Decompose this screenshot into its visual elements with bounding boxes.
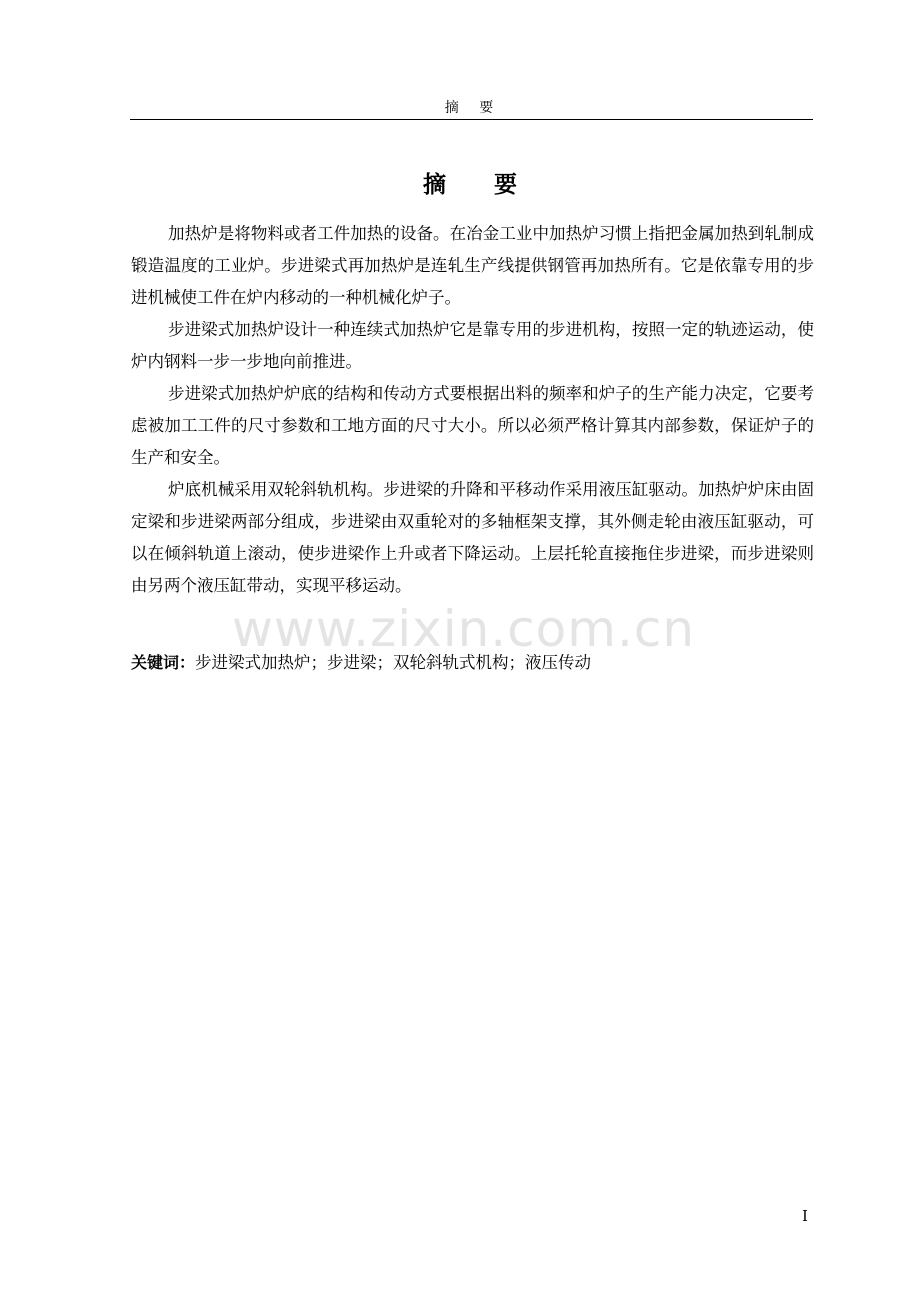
keywords-text: 步进梁式加热炉；步进梁；双轮斜轨式机构；液压传动 bbox=[195, 653, 592, 672]
keywords-label: 关键词： bbox=[131, 653, 196, 672]
watermark: www.zixin.com.cn bbox=[232, 600, 696, 658]
keywords-line bbox=[131, 648, 591, 678]
paragraph: 炉底机械采用双轮斜轨机构。步进梁的升降和平移动作采用液压缸驱动。加热炉炉床由固定梁和步进梁两部分组成，步进梁由双重轮对的多轴框架支撑，其外侧走轮由液压缸驱动，可以在倾斜轨道上滚动，使步进梁作上升或者下降运动。上层托轮直接拖住步进梁，而步进梁则由另两个液压缸带动，实现平移运动。 bbox=[131, 480, 814, 595]
header-rule bbox=[130, 119, 813, 120]
page-number: I bbox=[802, 1207, 808, 1225]
paragraph: 步进梁式加热炉炉底的结构和传动方式要根据出料的频率和炉子的生产能力决定，它要考虑被加工工件的尺寸参数和工地方面的尺寸大小。所以必须严格计算其内部参数，保证炉子的生产和安全。 bbox=[131, 384, 814, 467]
paragraph: 加热炉是将物料或者工件加热的设备。在冶金工业中加热炉习惯上指把金属加热到轧制成锻造温度的工业炉。步进梁式再加热炉是连轧生产线提供钢管再加热所有。它是依靠专用的步进机械使工件在炉内移动的一种机械化炉子。 bbox=[131, 224, 814, 307]
page-title: 摘 要 bbox=[422, 172, 517, 198]
paragraph: 步进梁式加热炉设计一种连续式加热炉它是靠专用的步进机构，按照一定的轨迹运动，使炉内钢料一步一步地向前推进。 bbox=[131, 320, 814, 371]
abstract-body bbox=[131, 218, 814, 602]
running-header: 摘 要 bbox=[444, 100, 496, 116]
